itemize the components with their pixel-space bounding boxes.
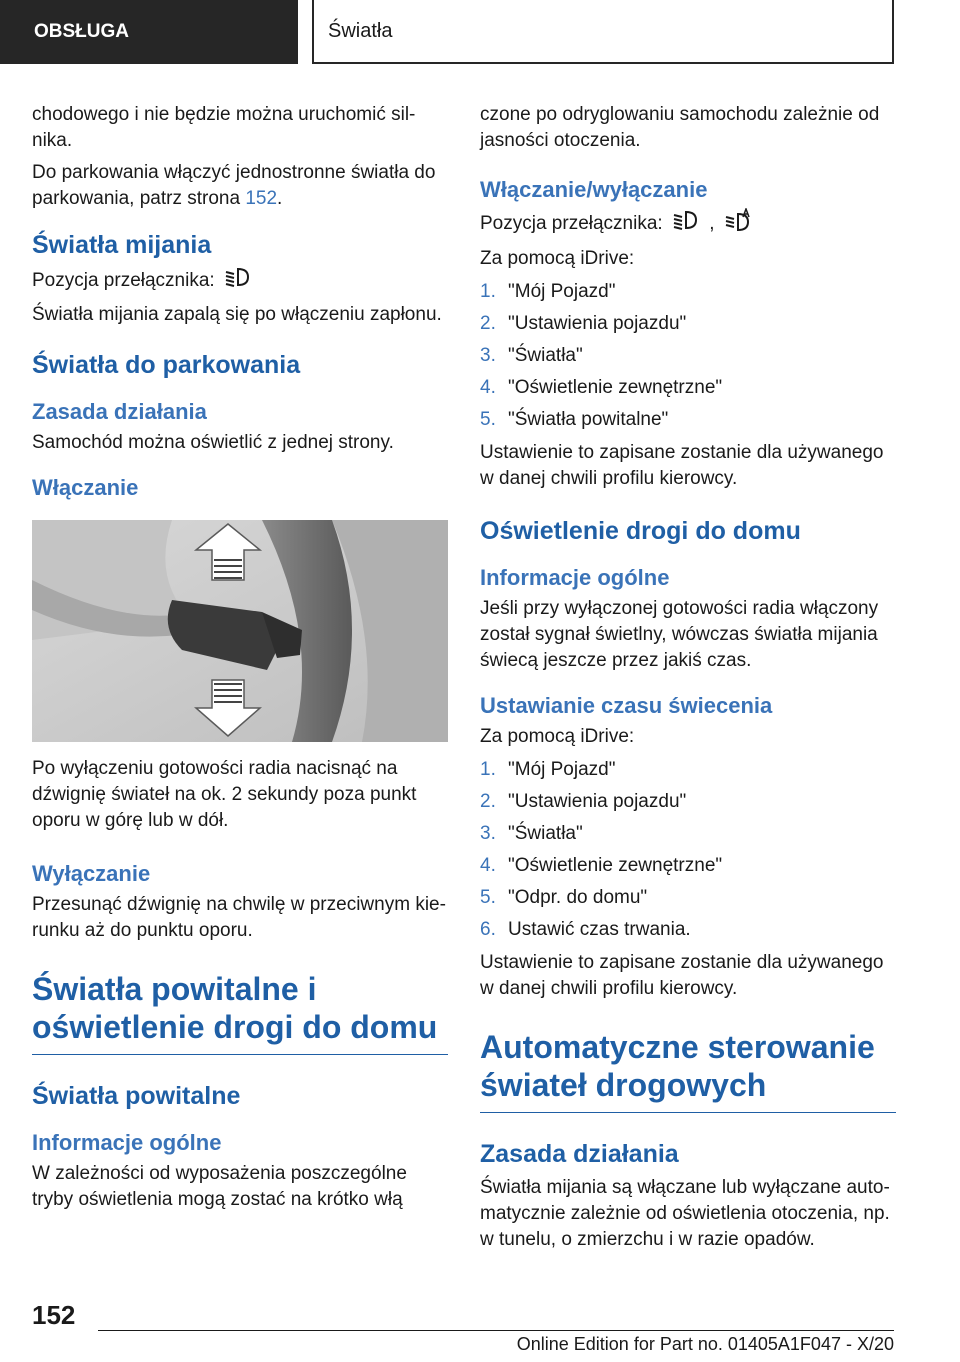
list-text: "Ustawienia pojazdu" — [508, 313, 687, 334]
switch-position-line — [480, 208, 896, 240]
paragraph: Ustawienie to zapisane zostanie dla używanego w danej chwili profilu kierowcy. — [480, 952, 884, 999]
heading-time: Ustawianie czasu świecenia — [480, 693, 773, 718]
list-text: "Oświetlenie zewnętrzne" — [508, 855, 723, 876]
list-item — [480, 818, 896, 850]
text: Do parkowania włączyć jednostronne światła do parkowania, patrz strona — [32, 162, 436, 209]
paragraph: chodowego i nie będzie można uruchomić silnika. — [32, 104, 416, 151]
heading-low-beam: Światła mijania — [32, 231, 212, 259]
list-number: 5. — [480, 887, 496, 908]
list-text: Ustawić czas trwania. — [508, 919, 691, 940]
section-title: Światła — [312, 0, 894, 64]
list-text: "Światła powitalne" — [508, 409, 669, 430]
low-beam-icon — [224, 266, 252, 296]
chapter-tab: OBSŁUGA — [0, 0, 298, 64]
page-link[interactable]: 152 — [245, 188, 278, 209]
paragraph: Światła mijania zapalą się po włączeniu zapłonu. — [32, 304, 442, 325]
list-item — [480, 404, 896, 436]
list-item — [480, 786, 896, 818]
list-item — [480, 914, 896, 946]
separator: , — [709, 213, 715, 235]
list-item — [480, 276, 896, 308]
paragraph: Za pomocą iDrive: — [480, 726, 635, 747]
list-number: 1. — [480, 281, 496, 302]
list-number: 4. — [480, 855, 496, 876]
list-number: 6. — [480, 919, 496, 940]
list-number: 4. — [480, 377, 496, 398]
edition-note: Online Edition for Part no. 01405A1F047 - X/20 — [516, 1334, 894, 1354]
list-number: 1. — [480, 759, 496, 780]
text: . — [277, 188, 283, 209]
idrive-steps-list — [480, 276, 896, 436]
footer-divider — [98, 1330, 894, 1331]
list-text: "Odpr. do domu" — [508, 887, 648, 908]
paragraph-parking-ref — [32, 160, 448, 212]
paragraph: Przesunąć dźwignię na chwilę w przeciwnym kierunku aż do punktu oporu. — [32, 894, 446, 941]
list-item — [480, 372, 896, 404]
heading-welcome: Światła powitalne — [32, 1082, 241, 1110]
list-number: 2. — [480, 313, 496, 334]
list-item — [480, 850, 896, 882]
heading-general: Informacje ogólne — [480, 565, 670, 590]
list-text: "Ustawienia pojazdu" — [508, 791, 687, 812]
paragraph: Samochód można oświetlić z jednej strony. — [32, 432, 394, 453]
paragraph: Ustawienie to zapisane zostanie dla używanego w danej chwili profilu kierowcy. — [480, 442, 884, 489]
paragraph: Jeśli przy wyłączonej gotowości radia włączony został sygnał świetlny, wówczas światła mijania świecą jeszcze przez jakiś czas. — [480, 598, 879, 671]
list-text: "Mój Pojazd" — [508, 281, 616, 302]
list-text: "Mój Pojazd" — [508, 759, 616, 780]
lever-illustration — [32, 520, 448, 742]
list-text: "Oświetlenie zewnętrzne" — [508, 377, 723, 398]
heading-home-light: Oświetlenie drogi do domu — [480, 517, 801, 545]
page-number: 152 — [32, 1300, 76, 1330]
low-beam-icon — [672, 209, 700, 239]
heading-principle: Zasada działania — [480, 1140, 679, 1168]
list-text: "Światła" — [508, 345, 583, 366]
left-column — [32, 102, 448, 1213]
list-number: 2. — [480, 791, 496, 812]
list-item — [480, 308, 896, 340]
paragraph: Światła mijania są włączane lub wyłączane automatycznie zależnie od oświetlenia otoczenia, np. w tunelu, o zmierzchu i w razie opadów. — [480, 1177, 890, 1250]
heading-auto-main: Automatyczne sterowanie świateł drogowych — [480, 1028, 896, 1113]
paragraph: W zależności od wyposażenia poszczególne tryby oświetlenia mogą zostać na krótko włą — [32, 1163, 407, 1210]
paragraph: Za pomocą iDrive: — [480, 248, 635, 269]
list-number: 3. — [480, 345, 496, 366]
right-column — [480, 102, 896, 1253]
idrive-steps-list — [480, 754, 896, 946]
list-number: 3. — [480, 823, 496, 844]
heading-parking: Światła do parkowania — [32, 351, 301, 379]
heading-welcome-main: Światła powitalne i oświetlenie drogi do domu — [32, 970, 448, 1055]
label: Pozycja przełącznika: — [32, 270, 215, 292]
heading-on: Włączanie — [32, 475, 139, 500]
list-text: "Światła" — [508, 823, 583, 844]
list-item — [480, 340, 896, 372]
list-number: 5. — [480, 409, 496, 430]
heading-principle: Zasada działania — [32, 399, 207, 424]
paragraph: Po wyłączeniu gotowości radia nacisnąć na dźwignię świateł na ok. 2 sekundy poza punkt oporu w górę lub w dół. — [32, 758, 417, 831]
heading-off: Wyłączanie — [32, 861, 151, 886]
list-item — [480, 754, 896, 786]
switch-position-line — [32, 266, 448, 296]
heading-general: Informacje ogólne — [32, 1130, 222, 1155]
heading-onoff: Włączanie/wyłączanie — [480, 177, 708, 202]
auto-headlight-icon — [724, 208, 752, 240]
label: Pozycja przełącznika: — [480, 213, 663, 235]
list-item — [480, 882, 896, 914]
paragraph: czone po odryglowaniu samochodu zależnie od jasności otoczenia. — [480, 104, 880, 151]
